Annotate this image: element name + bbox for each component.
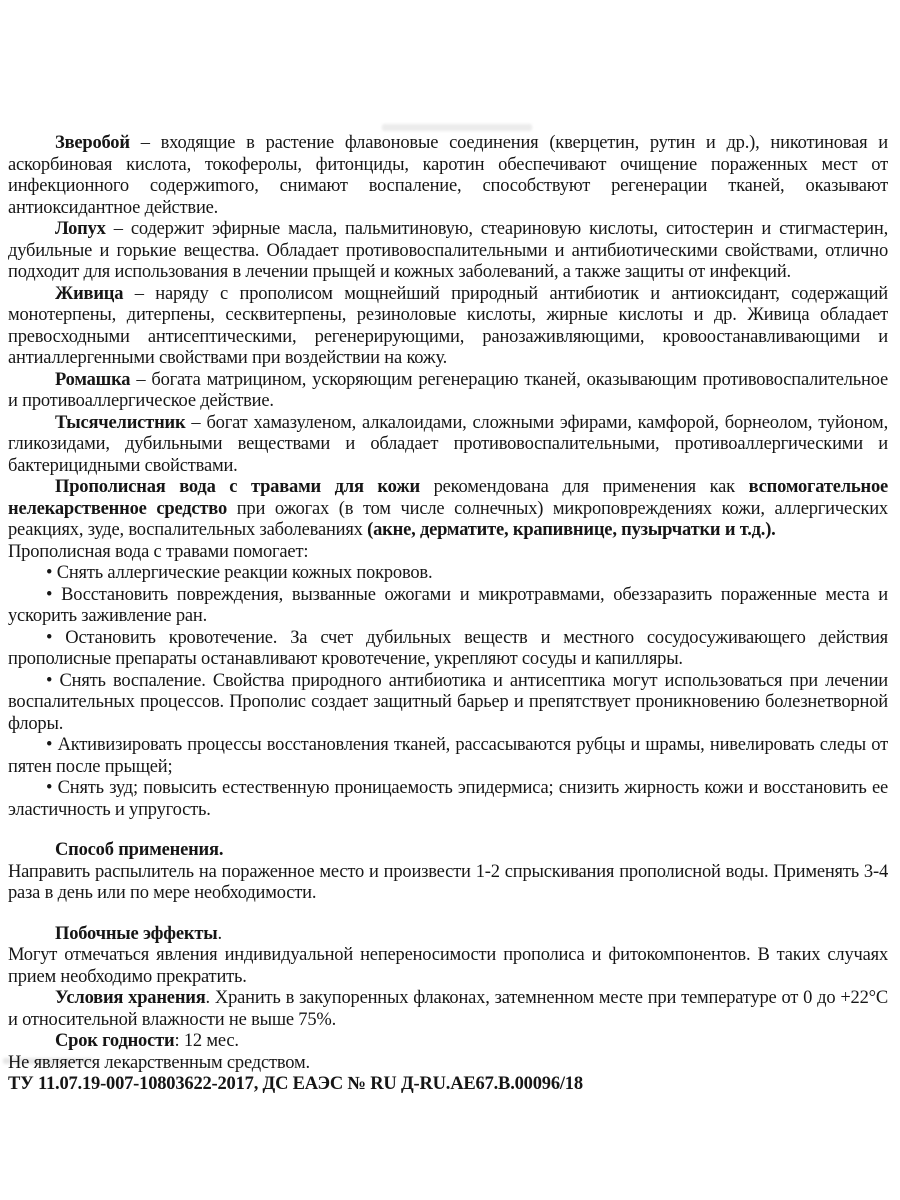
bullet-marker: • [46,778,58,798]
paragraph-side-effects [8,945,888,988]
text-run: Не является лекарственным средством. [8,1052,310,1073]
bold-text-run: Срок годности [55,1031,175,1051]
text-run: . [217,923,222,944]
text-run: Снять воспаление. Свойства природного антибиотика и антисептика могут использоваться при лечении воспалительных процессов. Прополис создает защитный барьер и препятствует проникновению болезнетворной флоры. [8,670,889,734]
text-run: – богата матрицином, ускоряющим регенерацию тканей, оказывающим противовоспалительное и противоаллергическое действие. [8,369,888,411]
bullet-marker: • [46,670,60,691]
paragraph-helps-intro [8,542,888,564]
bold-text-run: ТУ 11.07.19-007-10803622-2017, ДС ЕАЭС № RU Д-RU.АЕ67.В.00096/18 [8,1074,583,1094]
bullet-item-itch [8,778,888,821]
text-run: : 12 мес. [174,1031,239,1051]
bold-text-run: Побочные эффекты [55,923,218,944]
paragraph-zhivitsa [8,284,888,370]
bold-text-run: Лопух [55,219,106,239]
text-run: Снять зуд; повысить естественную проницаемость эпидермиса; снизить жирность кожи и восстановить ее эластичность и упругость. [8,778,888,820]
bold-text-run: Прополисная вода с травами для кожи [55,477,420,497]
paragraph-storage [8,988,888,1031]
paragraph-lopuh [8,219,888,284]
text-run: Снять аллергические реакции кожных покровов. [56,563,433,583]
text-run: – богат хамазуленом, алкалоидами, сложными эфирами, камфорой, борнеолом, туйоном, гликозидами, дубильными веществами и обладает противовоспалительными, противоаллергическими и бактерицидными свойствами. [8,412,888,476]
text-run: Восстановить повреждения, вызванные ожогами и микротравмами, обеззаразить пораженные места и ускорить заживление ран. [8,584,889,626]
bullet-item-tissue [8,735,888,778]
paragraph-not-medicine [8,1053,888,1075]
text-run: – наряду с прополисом мощнейший природный антибиотик и антиоксидант, содержащий монотерпены, дитерпены, сесквитерпены, резиноловые кислоты, жирные кислоты и др. Живица обладает превосходными антисептическими, регенерирующими, ранозаживляющими, кровоостанавливающими и антиаллергенными свойствами при воздействии на кожу. [8,283,888,368]
text-run: Активизировать процессы восстановления тканей, рассасываются рубцы и шрамы, нивелировать следы от пятен после прыщей; [8,735,888,777]
bold-text-run: Зверобой [55,133,130,153]
bold-text-run: Тысячелистник [55,412,186,433]
bullet-item-inflammation [8,671,888,736]
bold-text-run: Ромашка [55,369,131,390]
section-heading-application [8,840,888,862]
paragraph-romashka [8,370,888,413]
text-run: Прополисная вода с травами помогает: [8,541,309,562]
bullet-item-restore [8,585,888,628]
text-run: – входящие в растение флавоновые соединения (кверцетин, рутин и др.), никотиновая и аскорбиновая кислота, токоферолы, фитонциды, каротин обеспечивают очищение пораженных мест от инфекционного содержиmого, снимают воспаление, способствуют регенерации тканей, оказывают антиоксидантное действие. [8,133,888,218]
bullet-marker: • [46,584,62,605]
bold-text-run: Живица [55,283,124,304]
paragraph-shelf-life [8,1031,888,1053]
bullet-item-allergy [8,563,888,585]
text-run: . Хранить в закупоренных флаконах, затемненном месте при температуре от 0 до +22°С и относительной влажности не выше 75%. [8,988,888,1030]
bullet-marker: • [46,563,57,583]
paragraph-tysyachelistnik [8,413,888,478]
bullet-item-bleeding [8,628,888,671]
text-run: – содержит эфирные масла, пальмитиновую, стеариновую кислоты, ситостерин и стигмастерин, дубильные и горькие вещества. Обладает противовоспалительными и антибиотическими свойствами, отлично подходит для использования в лечении прыщей и кожных заболеваний, а также защиты от инфекций. [8,219,888,282]
bullet-marker: • [46,735,58,755]
bold-text-run: Способ применения. [55,840,224,860]
text-run: Направить распылитель на пораженное место и произвести 1-2 спрыскивания прополисной воды. Применять 3-4 раза в день или по мере необходимости. [8,861,888,903]
text-run: Могут отмечаться явления индивидуальной непереносимости прополиса и фитокомпонентов. В таких случаях прием необходимо прекратить. [8,945,888,987]
bullet-marker: • [46,627,66,648]
section-heading-side-effects [8,924,888,946]
paragraph-recommendation [8,477,888,542]
text-run: Остановить кровотечение. За счет дубильных веществ и местного сосудосуживающего действия прополисные препараты останавливают кровотечение, укрепляют сосуды и капилляры. [8,627,888,669]
paragraph-application [8,862,888,905]
paragraph-zveroboy [8,133,888,219]
bold-text-run: вспомогательное нелекарственное средство [8,477,889,519]
text-run: рекомендована для применения как [419,477,749,497]
text-run: при ожогах (в том числе солнечных) микроповреждениях кожи, аллергических реакциях, зуде, воспалительных заболеваниях [8,498,888,540]
paragraph-tu-number [8,1074,888,1096]
bold-text-run: (акне, дерматите, крапивнице, пузырчатки и т.д.). [367,520,776,540]
bold-text-run: Условия хранения [55,988,206,1008]
